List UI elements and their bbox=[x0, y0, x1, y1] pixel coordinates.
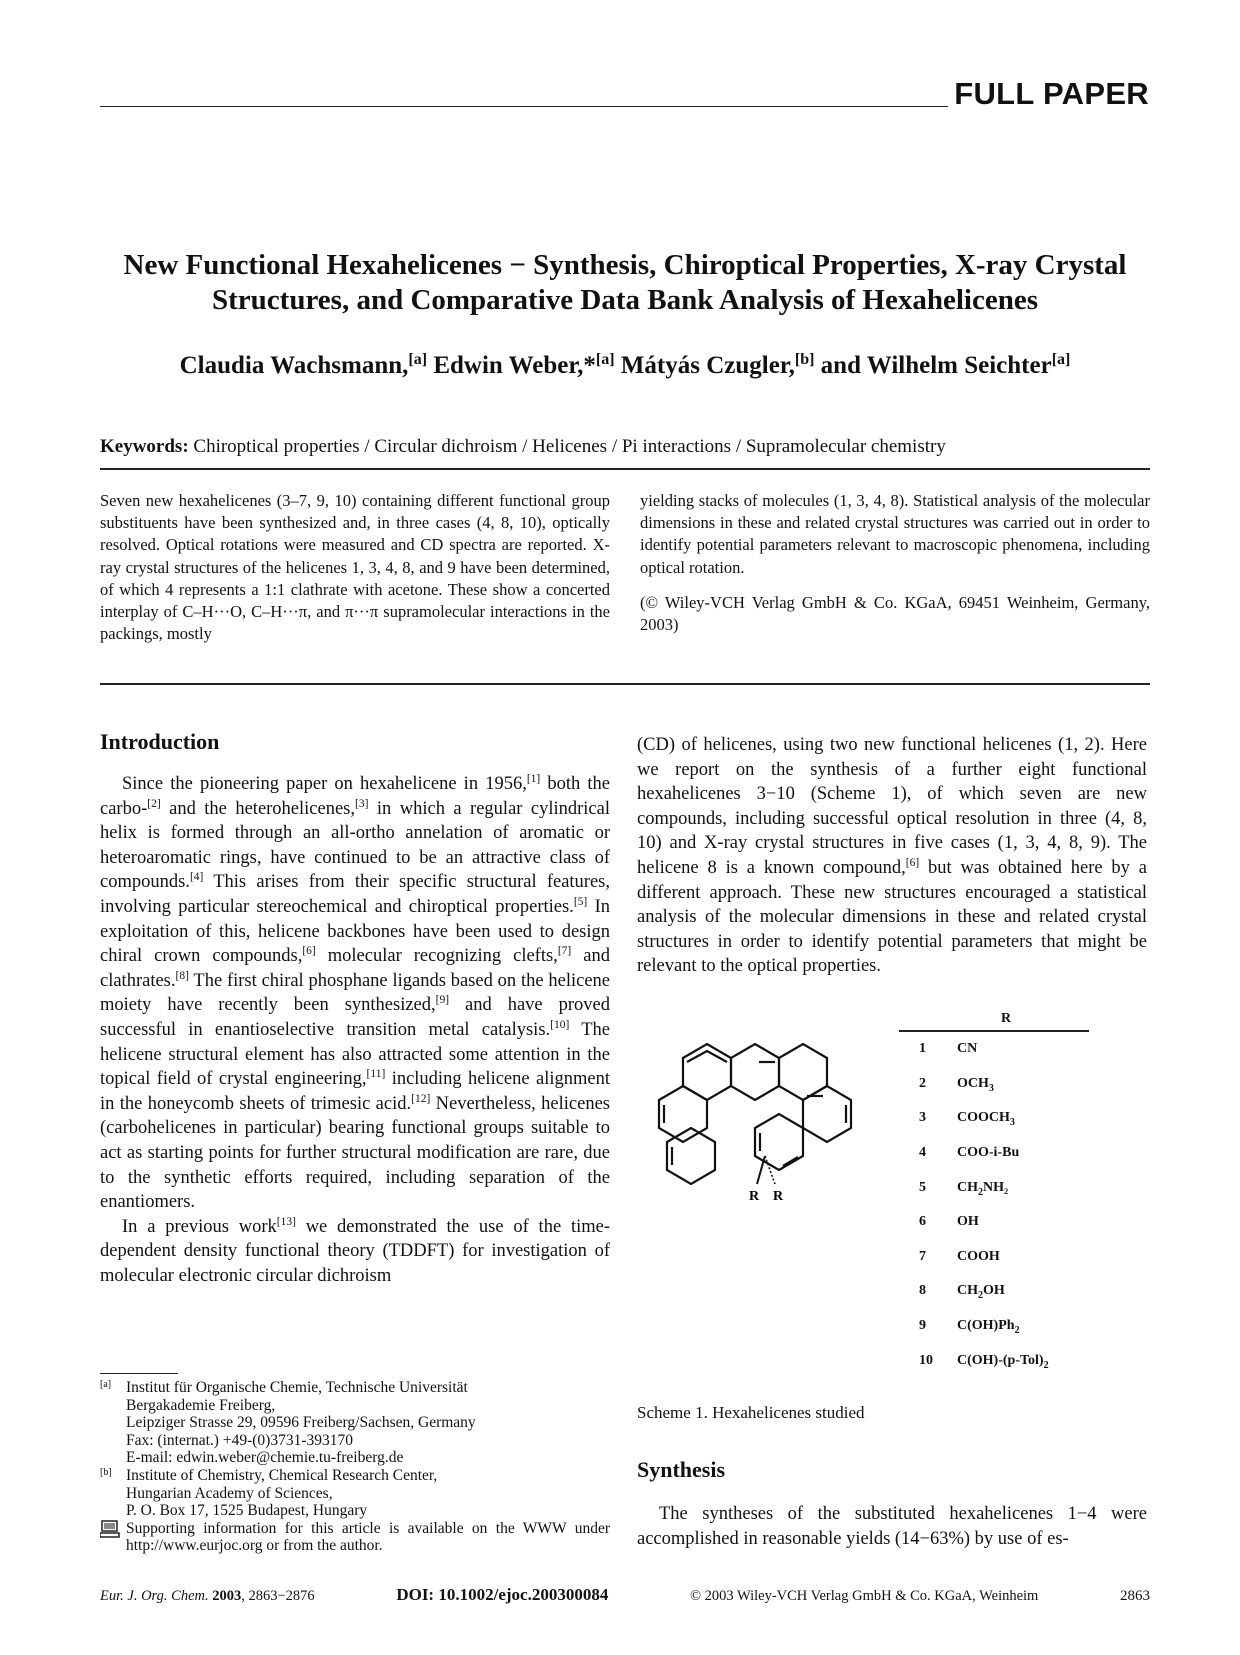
text-run: including helicene alignment in the honeycomb sheets of trimesic acid. bbox=[100, 1069, 610, 1114]
citation[interactable]: [9] bbox=[435, 994, 450, 1007]
author-list bbox=[100, 350, 1150, 382]
substituent-bond-right bbox=[765, 1156, 775, 1184]
substituent bbox=[957, 1214, 979, 1230]
footnote-line: Leipziger Strasse 29, 09596 Freiberg/Sachsen, Germany bbox=[126, 1414, 476, 1432]
abstract-text: Seven new hexahelicenes (3–7, 9, 10) containing different functional group substituents have been synthesized and, in three cases (4, 8, 10), optically resolved. Optical rotations were measured and CD spectra are reported. X-ray crystal structures of the helicenes 1, 3, 4, 8, and 9 have been determined, of which 4 represents a 1:1 clathrate with acetone. These show a concerted interplay of C–H···O, C–H···π, and π···π supramolecular interactions in the packings, mostly bbox=[100, 491, 610, 644]
email-link[interactable]: E-mail: edwin.weber@chemie.tu-freiberg.de bbox=[126, 1449, 404, 1467]
citation[interactable]: [2] bbox=[147, 797, 161, 810]
substituent bbox=[957, 1041, 977, 1057]
journal-pages: , 2863−2876 bbox=[241, 1588, 315, 1604]
compound-number: 3 bbox=[919, 1110, 926, 1126]
footnotes bbox=[100, 1379, 610, 1555]
table-row bbox=[899, 1274, 1089, 1309]
substituent-tail: OH bbox=[983, 1283, 1005, 1299]
substituent-text: COOCH bbox=[957, 1110, 1010, 1126]
table-row bbox=[899, 1067, 1089, 1102]
citation[interactable]: [11] bbox=[366, 1068, 386, 1081]
citation[interactable]: [8] bbox=[175, 969, 189, 982]
subscript: 3 bbox=[988, 1082, 994, 1094]
intro-paragraph-2 bbox=[100, 1215, 610, 1289]
text-run: In a previous work bbox=[122, 1216, 277, 1237]
affiliation-mark: [a] bbox=[1051, 351, 1071, 368]
table-row bbox=[899, 1170, 1089, 1205]
substituent-text: COO-i-Bu bbox=[957, 1145, 1020, 1161]
table-row bbox=[899, 1032, 1089, 1067]
text-run: Nevertheless, helicenes (carbohelicenes in particular) bearing functional groups suitable to act as starting points for further structural modification are rare, due to the synthetic efforts required, including separation of the enantiomers. bbox=[100, 1093, 610, 1213]
author-name: Edwin Weber,* bbox=[433, 352, 596, 379]
footnote-b bbox=[100, 1467, 610, 1520]
substituent bbox=[957, 1283, 1005, 1302]
abstract-text: yielding stacks of molecules (1, 3, 4, 8). Statistical analysis of the molecular dimensions in these and related crystal structures was carried out in order to identify potential parameters relevant to macroscopic phenomena, including optical rotation. bbox=[640, 491, 1150, 577]
page-number: 2863 bbox=[1119, 1588, 1150, 1604]
substituent-text: CH bbox=[957, 1179, 978, 1195]
compound-number: 8 bbox=[919, 1283, 926, 1299]
computer-icon bbox=[100, 1520, 126, 1555]
text-run: both the carbo- bbox=[100, 774, 610, 819]
page-footer bbox=[100, 1585, 1150, 1605]
footnote-line: Bergakademie Freiberg, bbox=[126, 1396, 276, 1414]
footnote-line: Institute of Chemistry, Chemical Research Center, bbox=[126, 1466, 438, 1484]
right-column-text bbox=[637, 733, 1147, 979]
table-row bbox=[899, 1136, 1089, 1171]
footnote-a bbox=[100, 1379, 610, 1467]
citation[interactable]: [10] bbox=[550, 1018, 570, 1031]
text-run: In exploitation of this, helicene backbones have been used to design chiral crown compounds, bbox=[100, 896, 610, 967]
keywords-label: Keywords: bbox=[100, 436, 189, 457]
intro-paragraph-1 bbox=[100, 772, 610, 1215]
citation[interactable]: [7] bbox=[557, 945, 572, 958]
substituent bbox=[957, 1353, 1049, 1369]
section-heading: Synthesis bbox=[637, 1457, 726, 1482]
substituent bbox=[957, 1076, 994, 1092]
substituent-text: CN bbox=[957, 1041, 978, 1057]
compound-number: 10 bbox=[919, 1352, 933, 1368]
subscript: 2 bbox=[978, 1290, 983, 1302]
journal-year: 2003 bbox=[212, 1588, 242, 1604]
text-run: and have proved successful in enantioselective transition metal catalysis. bbox=[100, 995, 610, 1040]
citation[interactable]: [6] bbox=[905, 856, 920, 869]
article-title: New Functional Hexahelicenes − Synthesis, Chiroptical Properties, X-ray Crystal Structures, and Comparative Data Bank Analysis of Hexahelicenes bbox=[123, 249, 1127, 316]
citation[interactable]: [12] bbox=[411, 1092, 431, 1105]
subscript: 3 bbox=[1009, 1117, 1015, 1129]
footnote-text bbox=[126, 1467, 610, 1520]
text-run: and clathrates. bbox=[100, 946, 610, 991]
text-run: The helicene structural element has also attracted some attention in the topical field of crystal engineering, bbox=[100, 1019, 610, 1090]
footnote-line: Hungarian Academy of Sciences, bbox=[126, 1484, 333, 1502]
footnote-text bbox=[126, 1379, 610, 1467]
affiliation-mark: [b] bbox=[794, 351, 815, 368]
text-run: but was obtained here by a different approach. These new structures encouraged a statistical analysis of the molecular dimensions in these and related crystal structures in order to identify potential parameters that might be relevant to the optical properties. bbox=[637, 857, 1147, 977]
compound-number: 6 bbox=[919, 1214, 926, 1230]
footnote-line: Fax: (internat.) +49-(0)3731-393170 bbox=[126, 1431, 353, 1449]
compound-number: 4 bbox=[919, 1145, 926, 1161]
abstract-left-column bbox=[100, 490, 610, 645]
author-name: Claudia Wachsmann, bbox=[179, 352, 409, 379]
table-header: R bbox=[899, 1010, 1089, 1032]
compound-number: 5 bbox=[919, 1179, 926, 1195]
substituent bbox=[957, 1249, 1000, 1265]
text-run: molecular recognizing clefts, bbox=[315, 946, 558, 967]
substituent-table bbox=[899, 1010, 1089, 1378]
citation[interactable]: [6] bbox=[302, 945, 316, 958]
text-run: we demonstrated the use of the time-dependent density functional theory (TDDFT) for investigation of molecular electronic circular dichroism bbox=[100, 1216, 610, 1286]
scheme-caption: Scheme 1. Hexahelicenes studied bbox=[637, 1403, 865, 1422]
text-run: Since the pioneering paper on hexahelicene in 1956, bbox=[122, 774, 527, 794]
synthesis-paragraph: The syntheses of the substituted hexahelicenes 1−4 were accomplished in reasonable yields (14−63%) by use of es- bbox=[637, 1504, 1147, 1549]
substituent bbox=[957, 1110, 1015, 1129]
keywords-text: Chiroptical properties / Circular dichroism / Helicenes / Pi interactions / Supramolecular chemistry bbox=[193, 436, 946, 457]
author-name: Mátyás Czugler, bbox=[620, 352, 795, 379]
substituent-text: OCH bbox=[957, 1075, 989, 1091]
scheme-1 bbox=[637, 1010, 1150, 1390]
substituent-tail: NH₂ bbox=[983, 1179, 1009, 1195]
footnote-text: Supporting information for this article is available on the WWW under http://www.eurjoc.org or from the author. bbox=[126, 1519, 610, 1555]
abstract bbox=[100, 490, 1150, 645]
intro-continuation bbox=[637, 733, 1147, 979]
left-column bbox=[100, 728, 610, 1288]
abstract-top-rule bbox=[100, 468, 1150, 470]
text-run: (CD) of helicenes, using two new functional helicenes (1, 2). Here we report on the synthesis of a further eight functional hexahelicenes 3−10 (Scheme 1), of which seven are new compounds, including successful optical resolution in three (4, 8, 10) and X-ray crystal structures in five cases (1, 3, 4, 8, 9). The helicene 8 is a known compound, bbox=[637, 735, 1147, 878]
journal-citation bbox=[100, 1588, 315, 1605]
doi-link[interactable]: DOI: 10.1002/ejoc.200300084 bbox=[396, 1585, 609, 1604]
table-row bbox=[899, 1343, 1089, 1378]
footnote-line: P. O. Box 17, 1525 Budapest, Hungary bbox=[126, 1502, 368, 1520]
text-run: The first chiral phosphane ligands based on the helicene moiety have recently been synthesized, bbox=[100, 970, 610, 1016]
helicene-rings bbox=[659, 1044, 851, 1184]
abstract-right-column bbox=[640, 490, 1150, 645]
substituent bbox=[957, 1318, 1020, 1337]
section-heading: Introduction bbox=[100, 729, 220, 754]
compound-number: 1 bbox=[919, 1041, 926, 1057]
compound-number: 9 bbox=[919, 1318, 926, 1334]
citation[interactable]: [13] bbox=[276, 1215, 296, 1228]
footnote-mark: [a] bbox=[100, 1379, 112, 1390]
table-row bbox=[899, 1205, 1089, 1240]
compound-number: 2 bbox=[919, 1075, 926, 1091]
table-row bbox=[899, 1101, 1089, 1136]
abstract-bottom-rule bbox=[100, 683, 1150, 685]
subscript: 2 bbox=[978, 1186, 983, 1198]
footnote-mark: [b] bbox=[100, 1466, 112, 1478]
header-rule bbox=[100, 106, 948, 107]
keywords-line bbox=[100, 434, 1150, 460]
r-label-left: R bbox=[749, 1189, 760, 1204]
substituent-text: OH bbox=[957, 1214, 979, 1230]
subscript: 2 bbox=[1014, 1325, 1020, 1337]
text-run: in which a regular cylindrical helix is formed through an all-ortho annelation of aromatic or heteroaromatic rings, have continued to be an attractive class of compounds. bbox=[100, 798, 610, 893]
compound-number: 7 bbox=[919, 1248, 926, 1264]
citation[interactable]: [3] bbox=[355, 797, 369, 810]
copyright-footer: © 2003 Wiley-VCH Verlag GmbH & Co. KGaA, Weinheim bbox=[689, 1588, 1039, 1604]
substituent-text: COOH bbox=[957, 1248, 1000, 1264]
substituent-text: C(OH)Ph bbox=[957, 1318, 1015, 1334]
citation[interactable]: [4] bbox=[189, 871, 204, 884]
citation[interactable]: [1] bbox=[526, 773, 541, 785]
author-name: and Wilhelm Seichter bbox=[820, 352, 1052, 379]
text-run: This arises from their specific structural features, involving particular stereochemical and chiroptical properties. bbox=[100, 872, 610, 917]
substituent bbox=[957, 1180, 1008, 1196]
footnote-rule bbox=[100, 1373, 178, 1374]
subscript: 2 bbox=[1043, 1359, 1049, 1371]
r-label-right: R bbox=[773, 1189, 784, 1204]
copyright-note: (© Wiley-VCH Verlag GmbH & Co. KGaA, 69451 Weinheim, Germany, 2003) bbox=[640, 592, 1150, 635]
section-type-label: FULL PAPER bbox=[954, 76, 1149, 111]
footnote-supporting-info bbox=[100, 1520, 610, 1555]
affiliation-mark: [a] bbox=[595, 351, 615, 368]
footnote-line: Institut für Organische Chemie, Technische Universität bbox=[126, 1379, 468, 1396]
hexahelicene-structure-drawing bbox=[637, 1010, 897, 1210]
substituent-text: C(OH)-(p-Tol) bbox=[957, 1352, 1044, 1368]
substituent-text: CH bbox=[957, 1283, 978, 1299]
citation[interactable]: [5] bbox=[573, 895, 588, 908]
journal-name: Eur. J. Org. Chem. bbox=[100, 1588, 209, 1604]
table-row bbox=[899, 1240, 1089, 1275]
affiliation-mark: [a] bbox=[408, 351, 428, 368]
text-run: and the heterohelicenes, bbox=[160, 798, 356, 819]
substituent bbox=[957, 1145, 1019, 1161]
table-row bbox=[899, 1309, 1089, 1344]
